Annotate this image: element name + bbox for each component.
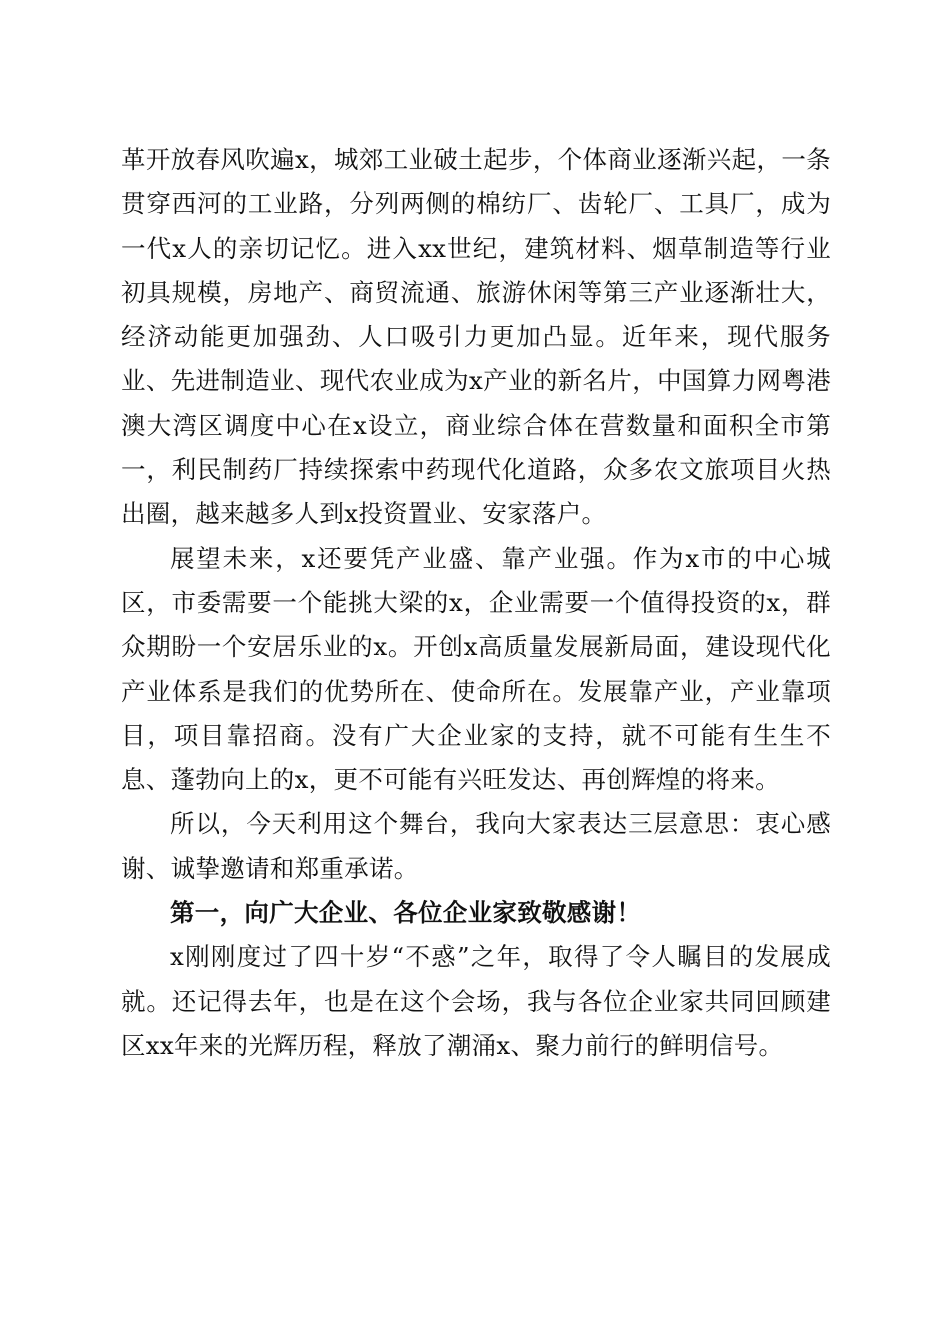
paragraph-outlook: 展望未来，x还要凭产业盛、靠产业强。作为x市的中心城区，市委需要一个能挑大梁的x，企业需要一个值得投资的x，群众期盼一个安居乐业的x。开创x高质量发展新局面，建设现代化产业体系是我们的优势所在、使命所在。发展靠产业，产业靠项目，项目靠招商。没有广大企业家的支持，就不可能有生生不息、蓬勃向上的x，更不可能有兴旺发达、再创辉煌的将来。 — [121, 543, 831, 795]
document-page — [121, 138, 831, 1068]
section-heading-thanks: 第一，向广大企业、各位企业家致敬感谢！ — [170, 898, 642, 928]
paragraph-three-points: 所以，今天利用这个舞台，我向大家表达三层意思：衷心感谢、诚挚邀请和郑重承诺。 — [121, 809, 831, 883]
paragraph-achievements: x刚刚度过了四十岁“不惑”之年，取得了令人瞩目的发展成就。还记得去年，也是在这个会场，我与各位企业家共同回顾建区xx年来的光辉历程，释放了潮涌x、聚力前行的鲜明信号。 — [121, 942, 831, 1060]
paragraph-history: 革开放春风吹遍x，城郊工业破土起步，个体商业逐渐兴起，一条贯穿西河的工业路，分列两侧的棉纺厂、齿轮厂、工具厂，成为一代x人的亲切记忆。进入xx世纪，建筑材料、烟草制造等行业初具规模，房地产、商贸流通、旅游休闲等第三产业逐渐壮大，经济动能更加强劲、人口吸引力更加凸显。近年来，现代服务业、先进制造业、现代农业成为x产业的新名片，中国算力网粤港澳大湾区调度中心在x设立，商业综合体在营数量和面积全市第一，利民制药厂持续探索中药现代化道路，众多农文旅项目火热出圈，越来越多人到x投资置业、安家落户。 — [121, 145, 831, 529]
